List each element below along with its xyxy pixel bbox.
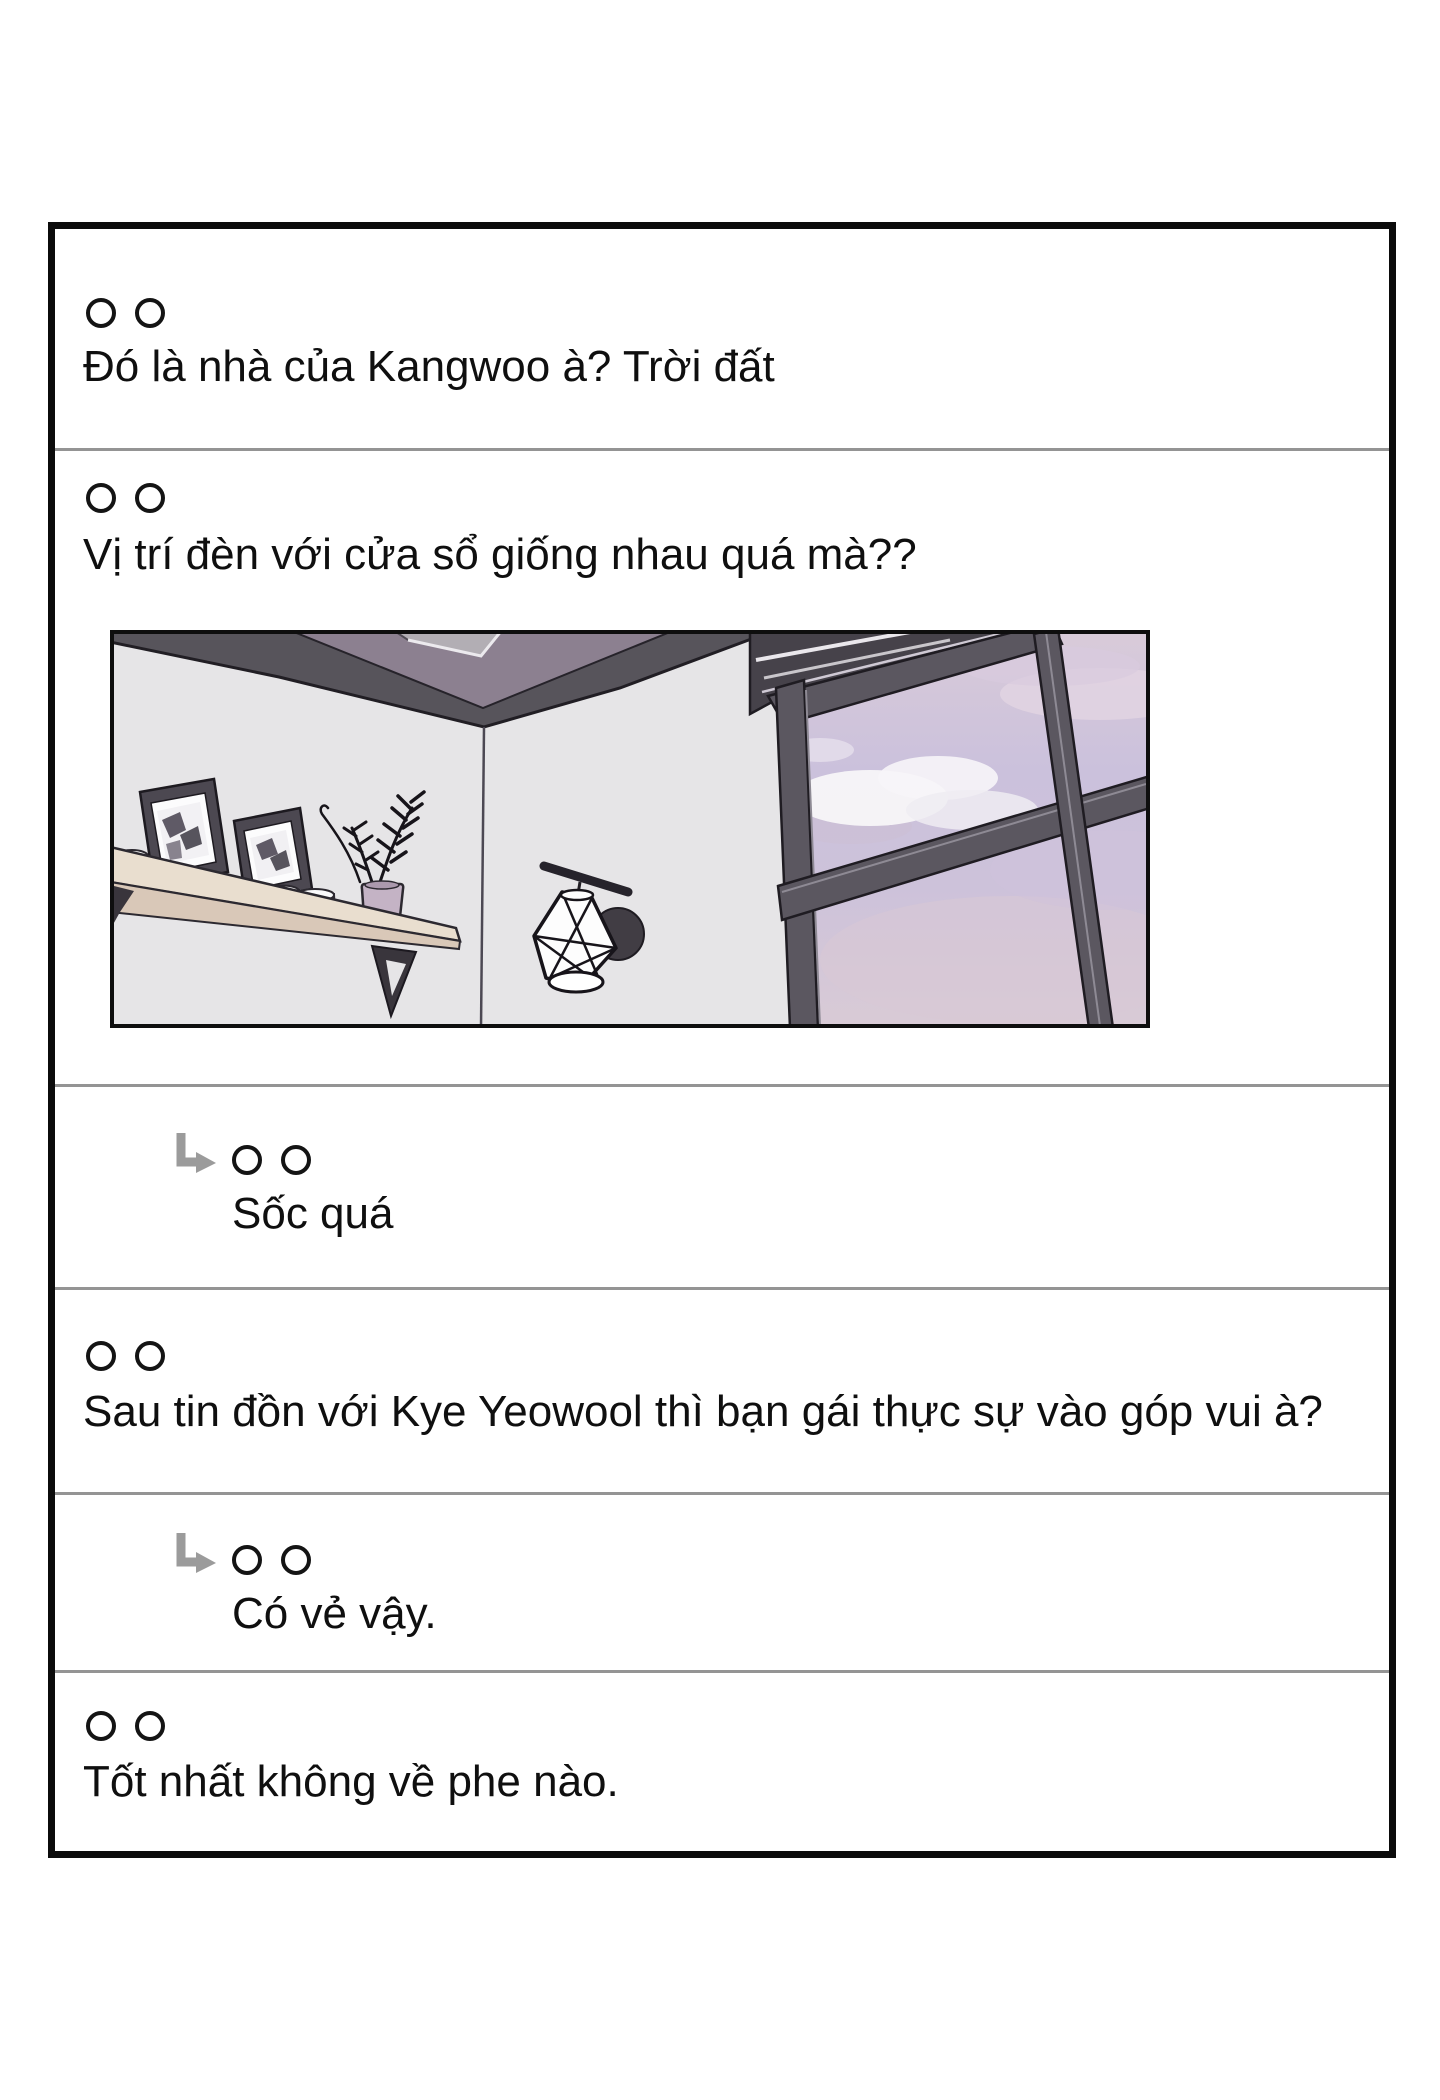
anonymous-avatar-circles [86, 1711, 165, 1741]
anonymous-avatar-circles [232, 1145, 311, 1175]
reply-row[interactable] [55, 1492, 1389, 1670]
anonymous-avatar-circles [86, 1341, 165, 1371]
comment-row[interactable] [55, 448, 1389, 1084]
reply-text: Có vẻ vậy. [232, 1589, 437, 1638]
room-scene-illustration [110, 630, 1150, 1028]
comment-attached-image[interactable] [110, 630, 1150, 1028]
avatar-circle-icon [232, 1145, 262, 1175]
comment-row[interactable] [55, 1670, 1389, 1851]
comment-text: Sau tin đồn với Kye Yeowool thì bạn gái thực sự vào góp vui à? [83, 1387, 1323, 1436]
comment-text: Vị trí đèn với cửa sổ giống nhau quá mà?? [83, 530, 917, 579]
avatar-circle-icon [135, 483, 165, 513]
reply-row[interactable] [55, 1084, 1389, 1287]
avatar-circle-icon [86, 298, 116, 328]
comment-text: Tốt nhất không về phe nào. [83, 1757, 619, 1806]
avatar-circle-icon [135, 298, 165, 328]
avatar-circle-icon [135, 1711, 165, 1741]
anonymous-avatar-circles [86, 483, 165, 513]
comment-thread-panel [48, 222, 1396, 1858]
anonymous-avatar-circles [86, 298, 165, 328]
anonymous-avatar-circles [232, 1545, 311, 1575]
avatar-circle-icon [281, 1145, 311, 1175]
avatar-circle-icon [86, 1341, 116, 1371]
comment-text: Đó là nhà của Kangwoo à? Trời đất [83, 342, 775, 391]
avatar-circle-icon [135, 1341, 165, 1371]
avatar-circle-icon [281, 1545, 311, 1575]
avatar-circle-icon [232, 1545, 262, 1575]
avatar-circle-icon [86, 1711, 116, 1741]
reply-arrow-icon [171, 1131, 219, 1179]
reply-arrow-icon [171, 1531, 219, 1579]
avatar-circle-icon [86, 483, 116, 513]
comment-row[interactable] [55, 1287, 1389, 1492]
comment-row[interactable] [55, 229, 1389, 448]
reply-text: Sốc quá [232, 1189, 394, 1238]
